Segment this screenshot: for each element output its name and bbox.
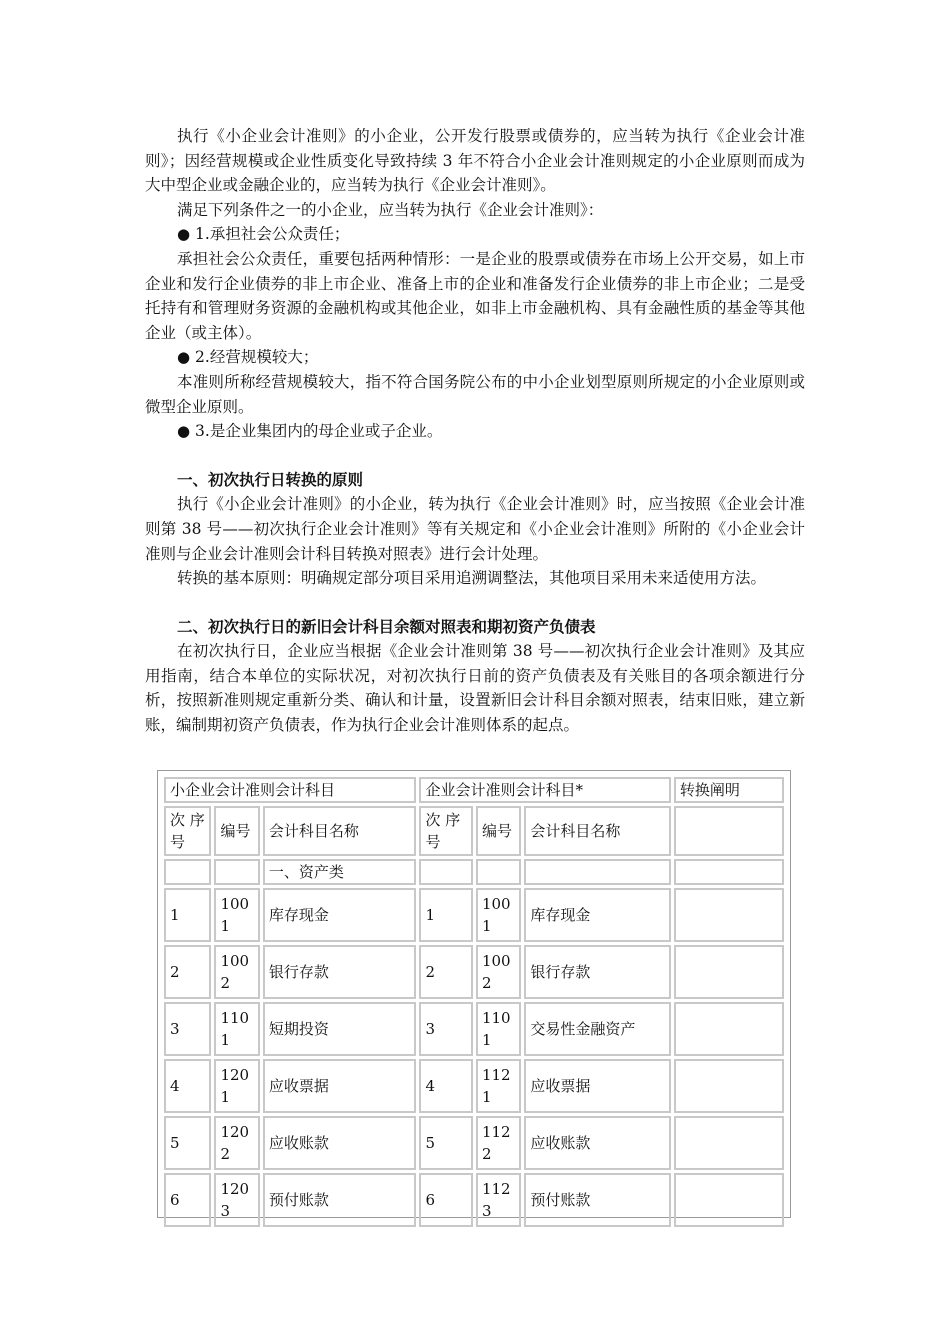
- header-seq: 次 序号: [164, 806, 211, 856]
- table-cell: 库存现金: [263, 888, 417, 942]
- table-cell: [674, 1002, 784, 1056]
- table-cell: 预付账款: [263, 1173, 417, 1227]
- table-cell: [674, 1116, 784, 1170]
- section-heading-2: 二、初次执行日的新旧会计科目余额对照表和期初资产负债表: [177, 616, 596, 636]
- bullet-text: 3.是企业集团内的母企业或子企业。: [195, 422, 443, 441]
- table-cell: 1203: [214, 1173, 259, 1227]
- bullet-icon: ●: [177, 348, 191, 367]
- table-row: [164, 1116, 784, 1170]
- table-cell: 预付账款: [524, 1173, 670, 1227]
- table-cell: [674, 945, 784, 999]
- table-cell: [476, 859, 521, 885]
- table-cell: 3: [164, 1002, 211, 1056]
- table-cell: 1101: [214, 1002, 259, 1056]
- table-group-header-row: [164, 777, 784, 803]
- table-row: [164, 888, 784, 942]
- header-account-name: 会计科目名称: [524, 806, 670, 856]
- table-cell: [674, 888, 784, 942]
- table-cell: 4: [164, 1059, 211, 1113]
- table-row: [164, 1059, 784, 1113]
- bullet-item-1: [145, 222, 805, 247]
- table-cell: 5: [419, 1116, 473, 1170]
- table-cell: 1002: [214, 945, 259, 999]
- table-cell: 短期投资: [263, 1002, 417, 1056]
- table-cell: 3: [419, 1002, 473, 1056]
- spacer: [145, 444, 805, 468]
- table-cell: 1122: [476, 1116, 521, 1170]
- bullet-text: 2.经营规模较大；: [195, 348, 319, 367]
- table-cell: [674, 1173, 784, 1227]
- bullet-text: 1.承担社会公众责任；: [195, 225, 350, 244]
- table-cell: 2: [164, 945, 211, 999]
- table-cell: 1202: [214, 1116, 259, 1170]
- bullet-item-2: [145, 345, 805, 370]
- table-cell: 银行存款: [524, 945, 670, 999]
- table-cell: [674, 1059, 784, 1113]
- bullet-item-3: [145, 419, 805, 444]
- table-cell: [674, 859, 784, 885]
- header-account-name: 会计科目名称: [263, 806, 417, 856]
- table-cell: 1101: [476, 1002, 521, 1056]
- table-cell: 1001: [214, 888, 259, 942]
- table-cell: 应收账款: [263, 1116, 417, 1170]
- table-cell: 4: [419, 1059, 473, 1113]
- paragraph-intro: 执行《小企业会计准则》的小企业，公开发行股票或债券的，应当转为执行《企业会计准则》；因经营规模或企业性质变化导致持续 3 年不符合小企业会计准则规定的小企业原则而成为大中型企业或金融企业的，应当转为执行《企业会计准则》。: [145, 127, 805, 195]
- header-code: 编号: [214, 806, 259, 856]
- bullet-icon: ●: [177, 225, 191, 244]
- table-row: [164, 945, 784, 999]
- account-conversion-table: [157, 770, 791, 1218]
- table-cell: 交易性金融资产: [524, 1002, 670, 1056]
- table-cell: 2: [419, 945, 473, 999]
- table-cell: 5: [164, 1116, 211, 1170]
- table-cell: 1002: [476, 945, 521, 999]
- paragraph-conditions: 满足下列条件之一的小企业，应当转为执行《企业会计准则》：: [177, 200, 604, 219]
- table-cell: 1001: [476, 888, 521, 942]
- table-cell: 6: [419, 1173, 473, 1227]
- paragraph-scale: 本准则所称经营规模较大，指不符合国务院公布的中小企业划型原则所规定的小企业原则或微型企业原则。: [145, 372, 805, 416]
- table-row: [164, 1002, 784, 1056]
- table-cell: [419, 859, 473, 885]
- table-cell: [164, 859, 211, 885]
- header-small-enterprise: 小企业会计准则会计科目: [164, 777, 416, 803]
- table-cell: 1201: [214, 1059, 259, 1113]
- document-body: [145, 124, 805, 738]
- table-cell: 应收账款: [524, 1116, 670, 1170]
- header-enterprise: 企业会计准则会计科目*: [419, 777, 670, 803]
- table-cell: 应收票据: [263, 1059, 417, 1113]
- table-row: [164, 1173, 784, 1227]
- table-cell: [214, 859, 259, 885]
- paragraph-basic-principle: 转换的基本原则：明确规定部分项目采用追溯调整法，其他项目采用未来适使用方法。: [177, 569, 767, 588]
- table-cell: 1: [419, 888, 473, 942]
- table-sub-header-row: [164, 806, 784, 856]
- spacer: [145, 591, 805, 615]
- bullet-icon: ●: [177, 422, 191, 441]
- category-label: 一、资产类: [263, 859, 417, 885]
- table: [161, 774, 787, 1230]
- table-cell: 银行存款: [263, 945, 417, 999]
- table-cell: 1121: [476, 1059, 521, 1113]
- header-code: 编号: [476, 806, 521, 856]
- paragraph-public-responsibility: 承担社会公众责任，重要包括两种情形：一是企业的股票或债券在市场上公开交易，如上市企业和发行企业债券的非上市企业、准备上市的企业和准备发行企业债券的非上市企业；二是受托持有和管理财务资源的金融机构或其他企业，如非上市金融机构、具有金融性质的基金等其他企业（或主体）。: [145, 249, 805, 342]
- header-seq: 次 序号: [419, 806, 473, 856]
- table-cell: 6: [164, 1173, 211, 1227]
- header-conversion-note: 转换阐明: [674, 777, 784, 803]
- table-cell: [524, 859, 670, 885]
- table-cell: 1: [164, 888, 211, 942]
- table-cell: 应收票据: [524, 1059, 670, 1113]
- paragraph-conversion: 执行《小企业会计准则》的小企业，转为执行《企业会计准则》时，应当按照《企业会计准则第 38 号——初次执行企业会计准则》等有关规定和《小企业会计准则》所附的《小企业会计准则与企业会计准则会计科目转换对照表》进行会计处理。: [145, 495, 805, 563]
- table-cell: 1123: [476, 1173, 521, 1227]
- table-cell: 库存现金: [524, 888, 670, 942]
- table-cell: [674, 806, 784, 856]
- category-row: [164, 859, 784, 885]
- section-heading-1: 一、初次执行日转换的原则: [177, 469, 364, 489]
- paragraph-initial-date: 在初次执行日，企业应当根据《企业会计准则第 38 号——初次执行企业会计准则》及其应用指南，结合本单位的实际状况，对初次执行日前的资产负债表及有关账目的各项余额进行分析，按照新准则规定重新分类、确认和计量，设置新旧会计科目余额对照表，结束旧账，建立新账，编制期初资产负债表，作为执行企业会计准则体系的起点。: [145, 642, 805, 735]
